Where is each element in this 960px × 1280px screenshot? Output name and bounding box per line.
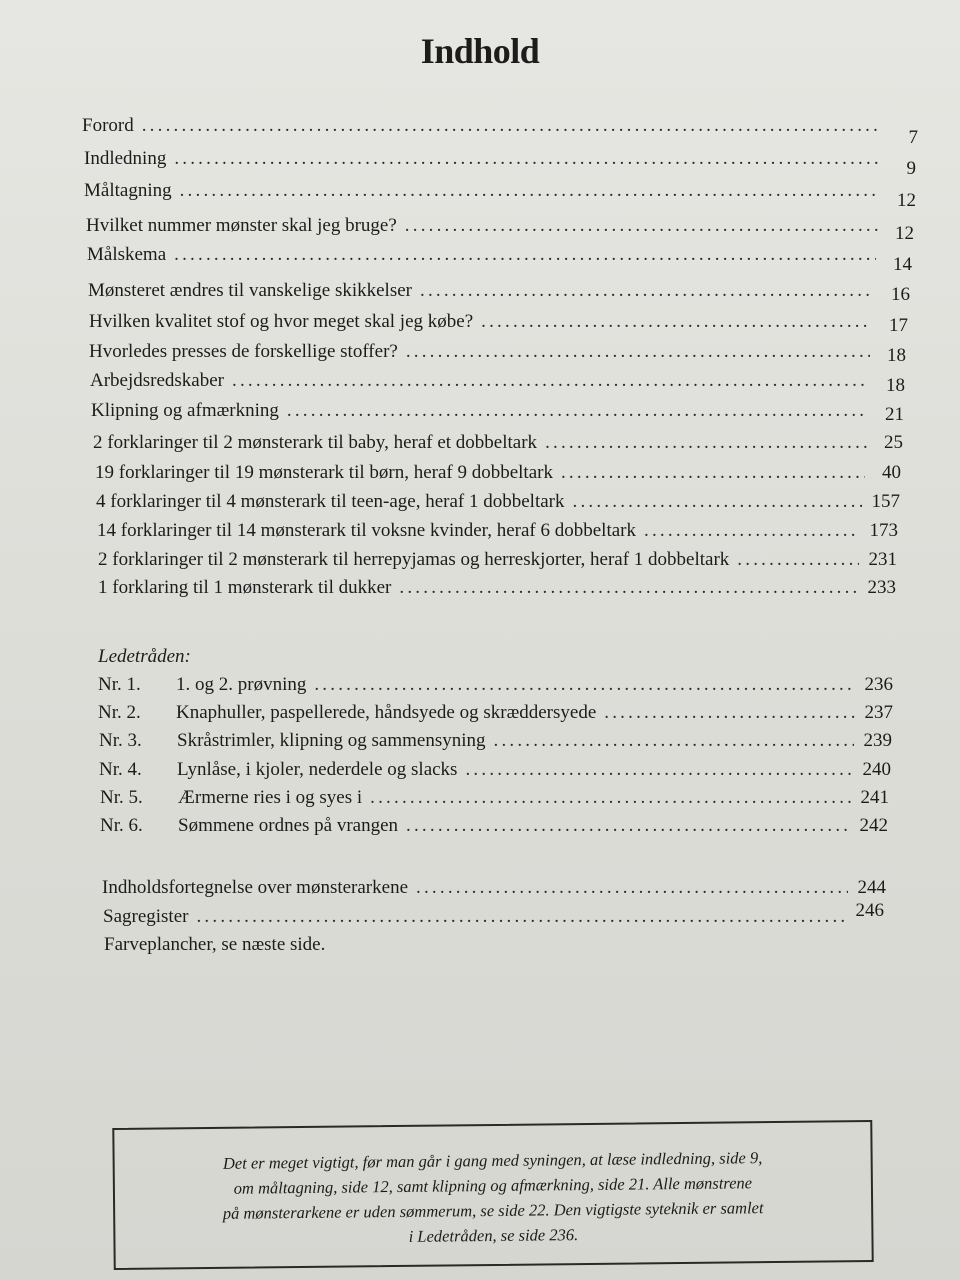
dot-leader [416, 877, 847, 899]
ledetraaden-entry-page: 242 [859, 815, 888, 836]
ledetraaden-entry-page: 239 [863, 730, 892, 751]
toc-entry-label: Klipning og afmærkning [91, 400, 279, 421]
dot-leader [180, 180, 880, 202]
ledetraaden-entry [100, 787, 889, 809]
dot-leader [399, 577, 857, 599]
farveplancher-note: Farveplancher, se næste side. [104, 934, 326, 955]
toc-entry [87, 244, 912, 275]
toc-entry-label: 14 forklaringer til 14 mønsterark til voksne kvinder, heraf 6 dobbeltark [97, 520, 637, 541]
dot-leader [196, 906, 845, 928]
toc-entry-page: 21 [885, 404, 904, 425]
ledetraaden-entry-page: 241 [860, 787, 889, 808]
dot-leader [406, 815, 849, 837]
toc-entry-label: Hvilket nummer mønster skal jeg bruge? [86, 215, 397, 236]
toc-entry-page: 18 [887, 345, 906, 366]
toc-entry [82, 115, 918, 148]
dot-leader [405, 215, 878, 237]
dot-leader [406, 341, 870, 363]
ledetraaden-entry-page: 237 [864, 702, 893, 723]
notice-text [145, 1144, 842, 1251]
ledetraaden-entry [99, 759, 891, 781]
ledetraaden-entry-label: Ærmerne ries i og syes i [178, 787, 363, 808]
ledetraaden-entry-label: 1. og 2. prøvning [176, 674, 307, 695]
toc-entry-page: 17 [889, 315, 908, 336]
dot-leader [573, 491, 862, 513]
ledetraaden-entry-number: Nr. 1. [98, 674, 141, 695]
toc-entry-label: 4 forklaringer til 4 mønsterark til teen-age, heraf 1 dobbeltark [96, 491, 565, 512]
page-title: Indhold [420, 31, 540, 71]
toc-entry [84, 148, 916, 179]
toc-entry-page: 233 [867, 577, 896, 598]
toc-entry [90, 370, 905, 396]
dot-leader [481, 311, 872, 333]
toc-entry [89, 311, 908, 336]
index-entry [102, 877, 886, 899]
toc-entry [93, 432, 903, 454]
notice-line: om måltagning, side 12, samt klipning og afmærkning, side 21. Alle mønstrene [233, 1173, 753, 1198]
dot-leader [494, 730, 854, 752]
dot-leader [142, 115, 882, 137]
toc-entry-label: 2 forklaringer til 2 mønsterark til baby, heraf et dobbeltark [93, 432, 538, 453]
toc-entry-label: 1 forklaring til 1 mønsterark til dukker [98, 577, 392, 598]
toc-entry-label: Forord [82, 115, 134, 136]
ledetraaden-entry-label: Sømmene ordnes på vrangen [178, 815, 399, 836]
index-entry-page: 246 [855, 900, 884, 921]
ledetraaden-entry-label: Lynlåse, i kjoler, nederdele og slacks [177, 759, 458, 780]
ledetraaden-entry-label: Skråstrimler, klipning og sammensyning [177, 730, 486, 751]
dot-leader [545, 432, 867, 454]
toc-entry-page: 25 [884, 432, 903, 453]
toc-entry-label: 19 forklaringer til 19 mønsterark til børn, heraf 9 dobbeltark [95, 462, 553, 483]
ledetraaden-entry-number: Nr. 2. [98, 702, 141, 723]
dot-leader [465, 759, 852, 781]
toc-entry-label: Mønsteret ændres til vanskelige skikkelser [88, 280, 412, 301]
toc-entry-label: Målskema [87, 244, 167, 265]
dot-leader [420, 280, 874, 302]
index-entry-label: Sagregister [103, 906, 189, 927]
toc-entry-page: 18 [886, 375, 905, 396]
dot-leader [737, 549, 858, 571]
toc-entry [91, 400, 904, 425]
ledetraaden-entry-number: Nr. 4. [99, 759, 142, 780]
ledetraaden-entry [99, 730, 892, 752]
toc-entry [97, 520, 898, 542]
toc-entry-page: 16 [891, 284, 910, 305]
toc-entry-page: 14 [893, 254, 912, 275]
toc-entry-page: 173 [869, 520, 898, 541]
dot-leader [174, 244, 876, 266]
ledetraaden-entry [100, 815, 888, 837]
toc-entry [86, 215, 914, 244]
dot-leader [561, 462, 865, 484]
toc-entry [95, 462, 901, 484]
notice-line: Det er meget vigtigt, før man går i gang med syningen, at læse indledning, side 9, [222, 1148, 763, 1173]
toc-entry-label: Hvorledes presses de forskellige stoffer? [89, 341, 398, 362]
toc-entry-label: Måltagning [84, 180, 172, 201]
toc-entry [96, 491, 900, 513]
dot-leader [370, 787, 850, 809]
ledetraaden-entry-label: Knaphuller, paspellerede, håndsyede og skræddersyede [176, 702, 597, 723]
toc-entry [89, 341, 906, 366]
ledetraaden-entry-number: Nr. 5. [100, 787, 143, 808]
notice-line: på mønsterarkene er uden sømmerum, se side 22. Den vigtigste syteknik er samlet [222, 1198, 764, 1223]
toc-entry [98, 549, 897, 571]
dot-leader [644, 520, 859, 542]
toc-entry-page: 12 [897, 190, 916, 211]
ledetraaden-entry-page: 236 [864, 674, 893, 695]
toc-entry-page: 231 [868, 549, 897, 570]
dot-leader [604, 702, 854, 724]
toc-entry-label: Hvilken kvalitet stof og hvor meget skal jeg købe? [89, 311, 474, 332]
toc-entry-page: 40 [882, 462, 901, 483]
index-entry [103, 900, 884, 928]
toc-entry-page: 9 [906, 158, 916, 179]
notice-box [112, 1120, 873, 1270]
toc-entry [84, 180, 916, 211]
toc-entry-page: 12 [895, 223, 914, 244]
dot-leader [232, 370, 869, 392]
toc-entry-page: 7 [908, 127, 918, 148]
ledetraaden-entry [98, 702, 893, 724]
ledetraaden-entry [98, 674, 893, 696]
index-entry-label: Indholdsfortegnelse over mønsterarkene [102, 877, 409, 898]
toc-entry [88, 280, 910, 305]
toc-entry-label: 2 forklaringer til 2 mønsterark til herrepyjamas og herreskjorter, heraf 1 dobbeltark [98, 549, 730, 570]
dot-leader [174, 148, 880, 170]
notice-line: i Ledetråden, se side 236. [408, 1225, 579, 1246]
toc-entry-page: 157 [871, 491, 900, 512]
dot-leader [287, 400, 868, 422]
ledetraaden-entry-number: Nr. 3. [99, 730, 142, 751]
index-entry-page: 244 [857, 877, 886, 898]
dot-leader [314, 674, 854, 696]
toc-entry [98, 577, 896, 599]
toc-entry-label: Indledning [84, 148, 167, 169]
ledetraaden-entry-page: 240 [862, 759, 891, 780]
toc-entry-label: Arbejdsredskaber [90, 370, 225, 391]
ledetraaden-entry-number: Nr. 6. [100, 815, 143, 836]
ledetraaden-heading: Ledetråden: [98, 646, 191, 667]
